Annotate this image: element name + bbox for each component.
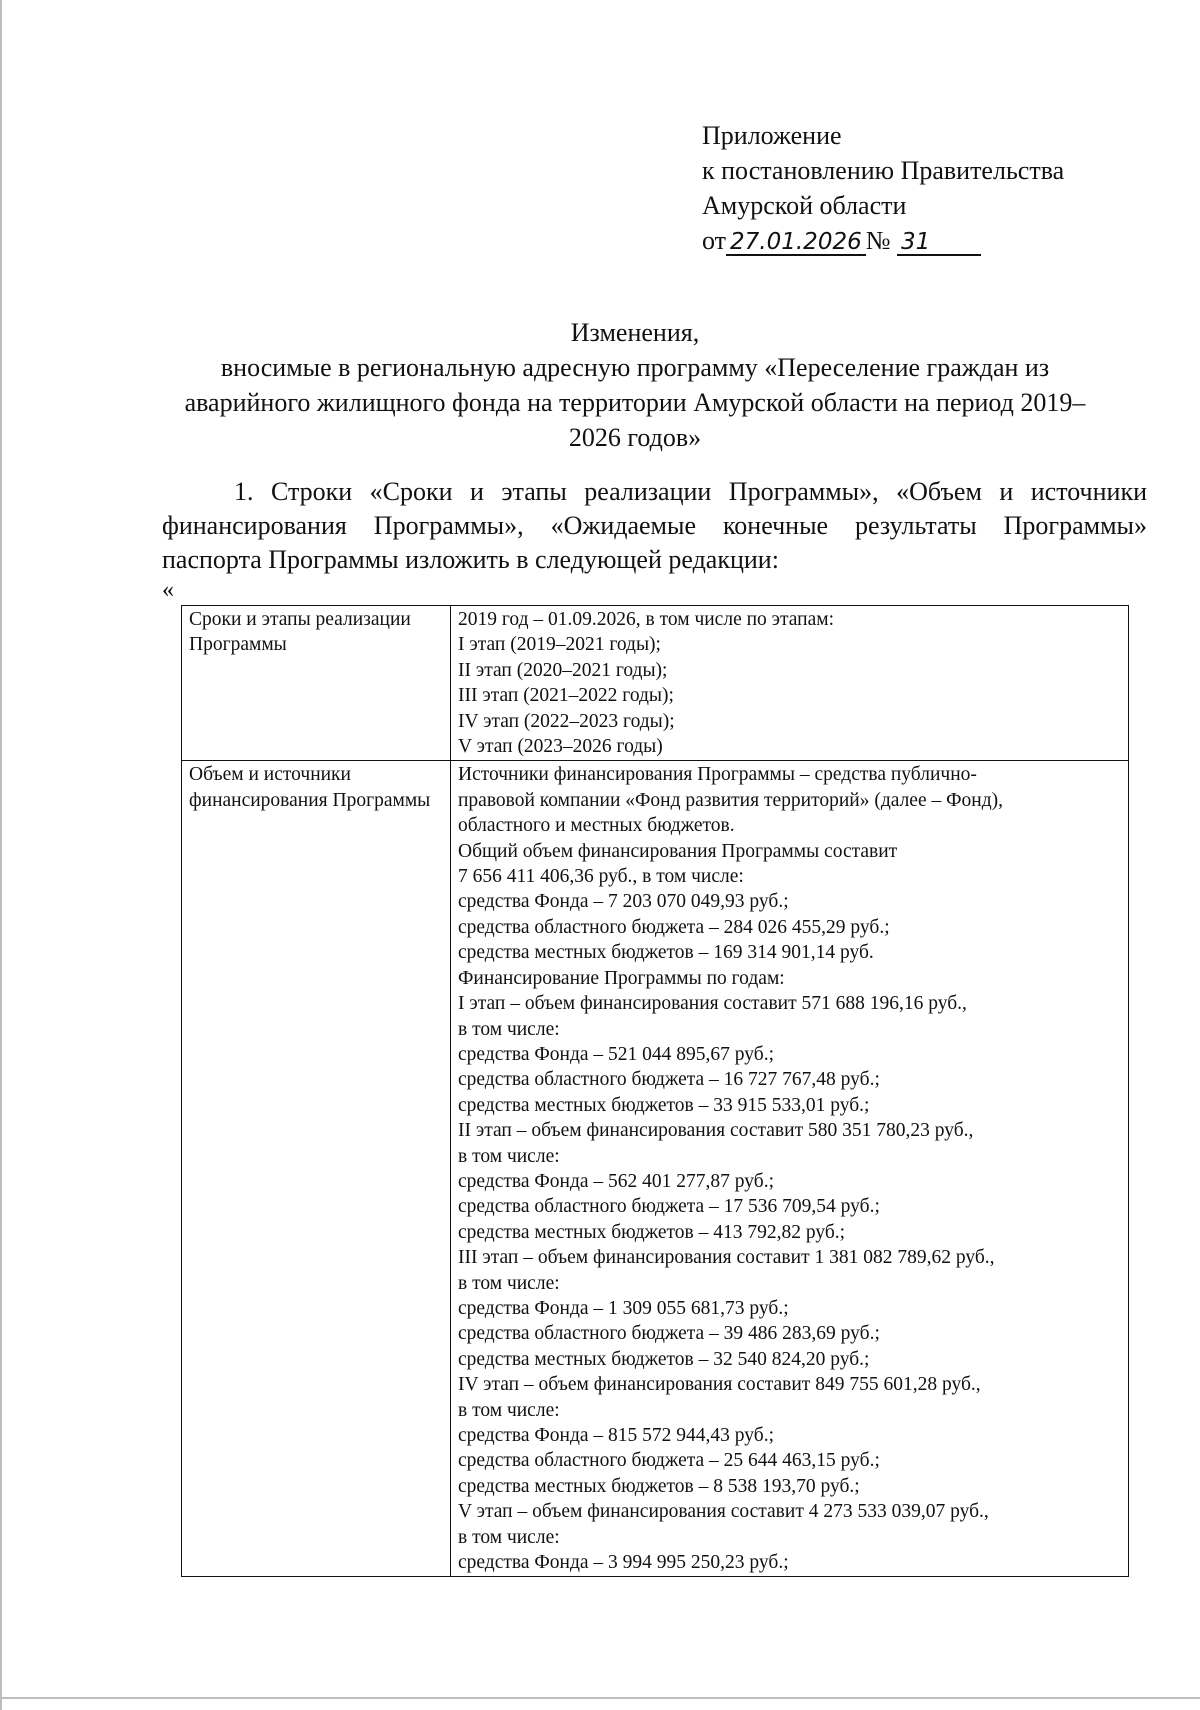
value-line: средства Фонда – 3 994 995 250,23 руб.; [458,1552,789,1574]
value-line: областного и местных бюджетов. [458,815,735,837]
value-line: III этап – объем финансирования составит 1 381 082 789,62 руб., [458,1247,995,1269]
value-line: 7 656 411 406,36 руб., в том числе: [458,866,744,888]
value-line: средства Фонда – 521 044 895,67 руб.; [458,1043,774,1065]
row-label: Объем и источники финансирования Программы [182,761,451,1577]
opening-quote: « [162,577,174,603]
approval-date-number [702,223,1064,258]
row-value [451,606,1129,761]
value-line: I этап – объем финансирования составит 571 688 196,16 руб., [458,993,967,1015]
value-line: средства областного бюджета – 16 727 767,48 руб.; [458,1069,880,1091]
value-line: средства областного бюджета – 25 644 463,15 руб.; [458,1450,880,1472]
value-line: 2019 год – 01.09.2026, в том числе по этапам: [458,609,835,630]
value-line: в том числе: [458,1526,560,1548]
heading-title: Изменения, [570,318,700,347]
row-value [451,761,1129,1577]
value-line: IV этап (2022–2023 годы); [458,710,675,732]
approval-line: Приложение [702,121,842,150]
scan-bottom-edge [0,1697,1200,1699]
approval-line: Амурской области [702,191,907,220]
document-heading [170,315,1100,455]
value-line: средства областного бюджета – 39 486 283,69 руб.; [458,1323,880,1345]
value-line: средства областного бюджета – 17 536 709,54 руб.; [458,1196,880,1218]
paragraph-1: 1. Строки «Сроки и этапы реализации Программы», «Объем и источники финансирования Программы», «Ожидаемые конечные результаты Программы» паспорта Программы изложить в следующей редакции: [162,477,1147,574]
value-line: I этап (2019–2021 годы); [458,634,661,656]
date-prefix: от [702,226,727,255]
value-line: средства областного бюджета – 284 026 455,29 руб.; [458,916,890,938]
value-line: средства местных бюджетов – 169 314 901,14 руб. [458,942,874,964]
value-line: III этап (2021–2022 годы); [458,685,674,707]
value-line: средства местных бюджетов – 33 915 533,01 руб.; [458,1094,870,1116]
approval-line: к постановлению Правительства [702,156,1065,185]
value-line: IV этап – объем финансирования составит 849 755 601,28 руб., [458,1374,981,1396]
value-line: в том числе: [458,1018,560,1040]
value-line: II этап – объем финансирования составит 580 351 780,23 руб., [458,1120,974,1142]
value-line: средства местных бюджетов – 8 538 193,70 руб.; [458,1475,860,1497]
value-line: в том числе: [458,1272,560,1294]
value-line: правовой компании «Фонд развития территорий» (далее – Фонд), [458,789,1004,811]
value-line: V этап (2023–2026 годы) [458,736,663,758]
heading-subtitle: вносимые в региональную адресную программу «Переселение граждан из аварийного жилищного фонда на территории Амурской области на период 2019–2026 годов» [184,353,1086,452]
value-line: средства местных бюджетов – 32 540 824,20 руб.; [458,1348,870,1370]
value-line: Финансирование Программы по годам: [458,967,785,989]
handwritten-number: 31 [897,230,981,256]
value-line: II этап (2020–2021 годы); [458,659,668,681]
program-passport-table [181,605,1129,1577]
value-line: средства Фонда – 1 309 055 681,73 руб.; [458,1297,789,1319]
table-row [182,761,1129,1577]
handwritten-date: 27.01.2026 [726,230,866,256]
value-line: средства Фонда – 815 572 944,43 руб.; [458,1425,774,1446]
table-row [182,606,1129,761]
number-prefix: № [865,226,891,255]
value-line: Общий объем финансирования Программы составит [458,840,898,862]
value-line: в том числе: [458,1145,560,1167]
row-label: Сроки и этапы реализации Программы [182,606,451,761]
value-line: средства Фонда – 7 203 070 049,93 руб.; [458,891,789,913]
value-line: средства Фонда – 562 401 277,87 руб.; [458,1170,774,1192]
scan-left-edge [0,0,2,1710]
approval-block [702,118,1064,258]
value-line: в том числе: [458,1399,560,1421]
value-line: V этап – объем финансирования составит 4 273 533 039,07 руб., [458,1501,989,1523]
value-line: Источники финансирования Программы – средства публично- [458,764,977,786]
value-line: средства местных бюджетов – 413 792,82 руб.; [458,1221,846,1243]
